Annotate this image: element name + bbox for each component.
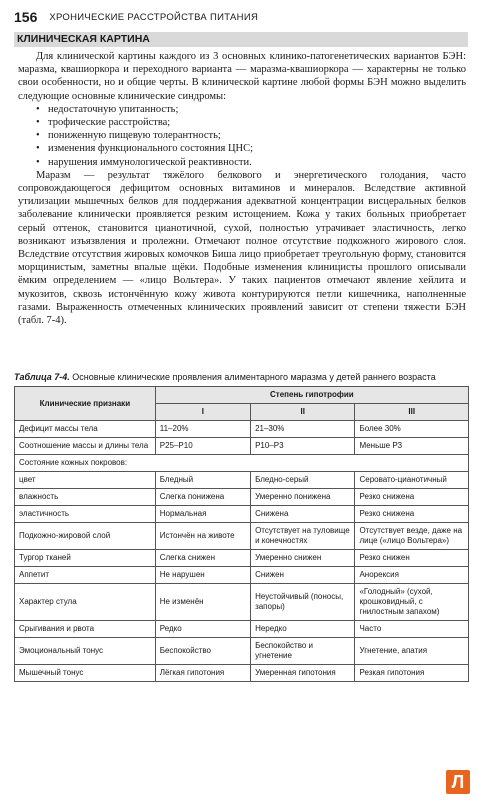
list-item: • нарушения иммунологической реактивности. [48,156,466,169]
cell: Отсутствует везде, даже на лице («лицо Вольтера») [355,523,469,550]
cell: Не нарушен [155,567,250,584]
row-label: Срыгивания и рвота [15,621,156,638]
cell: Слегка снижен [155,550,250,567]
section-title: КЛИНИЧЕСКАЯ КАРТИНА [14,32,468,47]
header-degree-3: III [355,404,469,421]
body-text [18,50,466,327]
cell: Умеренно снижен [251,550,355,567]
cell: Беспокойство и угнетение [251,638,355,665]
cell: «Голодный» (сухой, крошковидный, с гнилостным запахом) [355,584,469,621]
table-row [15,455,469,472]
cell: Более 30% [355,421,469,438]
cell: Истончён на животе [155,523,250,550]
cell: Резко снижен [355,550,469,567]
cell: Бледно-серый [251,472,355,489]
cell: Отсутствует на туловище и конечностях [251,523,355,550]
table-row [15,665,469,682]
list-item: • трофические расстройства; [48,116,466,129]
cell: Анорексия [355,567,469,584]
table-row [15,567,469,584]
cell: Серовато-цианотичный [355,472,469,489]
table-row [15,584,469,621]
cell: Меньше P3 [355,438,469,455]
table-row [15,472,469,489]
cell: P10–P3 [251,438,355,455]
table-row [15,421,469,438]
row-label: Подкожно-жировой слой [15,523,156,550]
table-row [15,523,469,550]
cell: Снижен [251,567,355,584]
header-feature: Клинические признаки [15,387,156,421]
row-label: Аппетит [15,567,156,584]
table-row [15,489,469,506]
cell: Резко снижена [355,489,469,506]
publisher-logo: Л [446,770,470,794]
list-item: • изменения функционального состояния ЦНС; [48,142,466,155]
page-header [14,8,468,26]
header-degree-1: I [155,404,250,421]
cell: Слегка понижена [155,489,250,506]
syndrome-list [18,103,466,169]
intro-paragraph: Для клинической картины каждого из 3 основных клинико-патогенетических вариантов БЭН: маразма, квашиоркора и переходного варианта — маразма-квашиоркора — характерны не только свои особенности, но и общие черты. В клинической картине любой формы БЭН можно выделить следующие основные клинические синдромы: [18,51,466,102]
row-label: эластичность [15,506,156,523]
row-label: влажность [15,489,156,506]
clinical-table [14,386,469,682]
cell: Угнетение, апатия [355,638,469,665]
table-row [15,438,469,455]
page-number: 156 [14,9,38,25]
table-row [15,506,469,523]
cell: Нередко [251,621,355,638]
cell: Умеренно понижена [251,489,355,506]
header-degree: Степень гипотрофии [155,387,468,404]
cell: Редко [155,621,250,638]
table-caption-text: Основные клинические проявления алиментарного маразма у детей раннего возраста [72,372,436,382]
table-caption-label: Таблица 7-4. [14,372,70,382]
row-label: Характер стула [15,584,156,621]
row-label: Мышечный тонус [15,665,156,682]
cell: P25–P10 [155,438,250,455]
list-item: • недостаточную упитанность; [48,103,466,116]
skin-header: Состояние кожных покровов: [15,455,469,472]
cell: Умеренная гипотония [251,665,355,682]
table-caption [14,372,468,382]
table-row [15,638,469,665]
cell: Лёгкая гипотония [155,665,250,682]
cell: Резко снижена [355,506,469,523]
cell: Нормальная [155,506,250,523]
marasmus-paragraph: Маразм — результат тяжёлого белкового и энергетического голодания, часто сопровождающегося дефицитом основных витаминов и минералов. Вследствие активной утилизации мышечных белков для поддержания адекватной концентрации висцеральных белков заболевание клинически проявляется резким истощением. Кожа у таких больных приобретает серый оттенок, становится цианотичной, сухой, полностью утрачивает эластичность, легко возникают изъязвления и пролежни. Отмечают полное отсутствие подкожного жирового слоя. Вследствие отсутствия жировых комочков Биша лицо приобретает треугольную форму, становится морщинистым, заметны впалые щёки. Подобные изменения клиницисты прошлого описывали ёмким определением — «лицо Вольтера». У таких пациентов отмечают явление хейлита и мукозитов, сквозь истончённую кожу живота контурируются петли кишечника, наполненные газами. Выраженность отмеченных клинических проявлений зависит от степени тяжести БЭН (табл. 7-4). [18,169,466,327]
cell: Бледный [155,472,250,489]
row-label: Дефицит массы тела [15,421,156,438]
cell: Снижена [251,506,355,523]
running-title: ХРОНИЧЕСКИЕ РАССТРОЙСТВА ПИТАНИЯ [49,11,259,23]
cell: Резкая гипотония [355,665,469,682]
cell: 21–30% [251,421,355,438]
row-label: Эмоциональный тонус [15,638,156,665]
row-label: цвет [15,472,156,489]
row-label: Соотношение массы и длины тела [15,438,156,455]
table-row [15,550,469,567]
cell: 11–20% [155,421,250,438]
table-row [15,621,469,638]
row-label: Тургор тканей [15,550,156,567]
cell: Часто [355,621,469,638]
cell: Не изменён [155,584,250,621]
header-degree-2: II [251,404,355,421]
cell: Беспокойство [155,638,250,665]
cell: Неустойчивый (поносы, запоры) [251,584,355,621]
list-item: • пониженную пищевую толерантность; [48,129,466,142]
